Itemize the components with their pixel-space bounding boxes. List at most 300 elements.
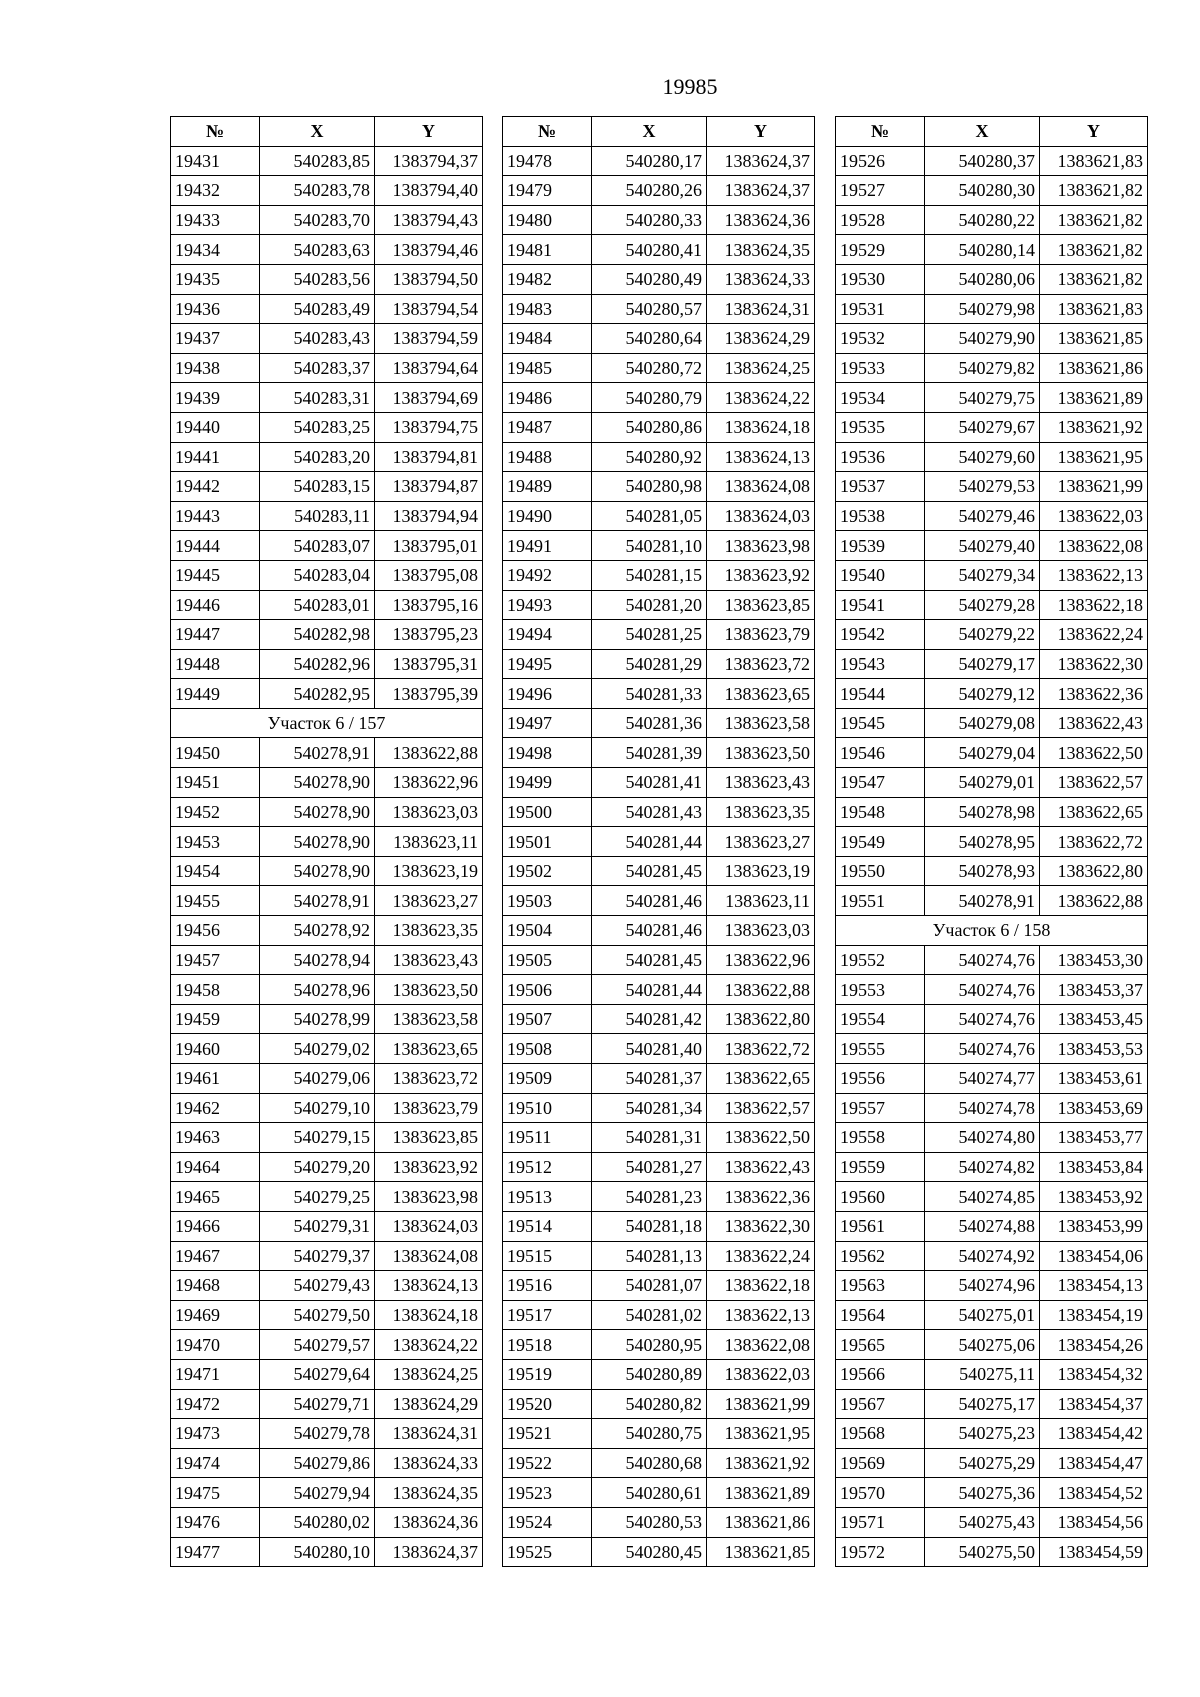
point-number-cell: 19443 bbox=[171, 501, 260, 531]
y-coordinate-cell: 1383623,65 bbox=[707, 679, 815, 709]
table-row bbox=[171, 649, 483, 679]
point-number-cell: 19552 bbox=[836, 945, 925, 975]
point-number-cell: 19498 bbox=[503, 738, 592, 768]
x-coordinate-cell: 540279,60 bbox=[925, 442, 1040, 472]
point-number-cell: 19532 bbox=[836, 324, 925, 354]
table-row bbox=[171, 1359, 483, 1389]
table-row bbox=[171, 324, 483, 354]
table-row bbox=[836, 205, 1148, 235]
point-number-cell: 19531 bbox=[836, 294, 925, 324]
x-coordinate-cell: 540279,50 bbox=[260, 1300, 375, 1330]
y-coordinate-cell: 1383622,24 bbox=[707, 1241, 815, 1271]
table-row bbox=[836, 679, 1148, 709]
y-coordinate-cell: 1383623,19 bbox=[375, 856, 483, 886]
table-row bbox=[836, 1093, 1148, 1123]
y-coordinate-cell: 1383624,33 bbox=[375, 1448, 483, 1478]
x-coordinate-cell: 540279,01 bbox=[925, 768, 1040, 798]
table-row bbox=[171, 945, 483, 975]
table-row bbox=[171, 1389, 483, 1419]
x-coordinate-cell: 540281,07 bbox=[592, 1271, 707, 1301]
table-row bbox=[503, 1271, 815, 1301]
point-number-cell: 19572 bbox=[836, 1537, 925, 1567]
table-row bbox=[503, 560, 815, 590]
table-row bbox=[836, 1271, 1148, 1301]
table-row bbox=[503, 679, 815, 709]
header-row bbox=[171, 117, 483, 147]
y-coordinate-cell: 1383622,57 bbox=[707, 1093, 815, 1123]
x-coordinate-cell: 540280,68 bbox=[592, 1448, 707, 1478]
table-row bbox=[503, 708, 815, 738]
x-coordinate-cell: 540279,08 bbox=[925, 708, 1040, 738]
x-coordinate-cell: 540280,45 bbox=[592, 1537, 707, 1567]
x-coordinate-cell: 540281,37 bbox=[592, 1064, 707, 1094]
point-number-cell: 19434 bbox=[171, 235, 260, 265]
x-coordinate-cell: 540281,43 bbox=[592, 797, 707, 827]
y-coordinate-cell: 1383621,85 bbox=[1040, 324, 1148, 354]
x-coordinate-cell: 540281,13 bbox=[592, 1241, 707, 1271]
y-coordinate-cell: 1383622,24 bbox=[1040, 620, 1148, 650]
point-number-cell: 19479 bbox=[503, 176, 592, 206]
point-number-cell: 19476 bbox=[171, 1507, 260, 1537]
y-coordinate-cell: 1383453,99 bbox=[1040, 1211, 1148, 1241]
y-coordinate-cell: 1383454,52 bbox=[1040, 1478, 1148, 1508]
point-number-cell: 19446 bbox=[171, 590, 260, 620]
table-row bbox=[836, 1448, 1148, 1478]
table-row bbox=[836, 1004, 1148, 1034]
x-coordinate-cell: 540280,75 bbox=[592, 1419, 707, 1449]
point-number-cell: 19563 bbox=[836, 1271, 925, 1301]
x-coordinate-cell: 540275,06 bbox=[925, 1330, 1040, 1360]
point-number-cell: 19564 bbox=[836, 1300, 925, 1330]
y-coordinate-cell: 1383622,96 bbox=[707, 945, 815, 975]
point-number-cell: 19519 bbox=[503, 1359, 592, 1389]
x-coordinate-cell: 540279,31 bbox=[260, 1211, 375, 1241]
x-coordinate-cell: 540281,45 bbox=[592, 945, 707, 975]
y-coordinate-cell: 1383622,88 bbox=[707, 975, 815, 1005]
table-row bbox=[171, 827, 483, 857]
y-coordinate-cell: 1383624,18 bbox=[375, 1300, 483, 1330]
x-coordinate-cell: 540282,95 bbox=[260, 679, 375, 709]
y-coordinate-cell: 1383622,30 bbox=[1040, 649, 1148, 679]
y-coordinate-cell: 1383795,01 bbox=[375, 531, 483, 561]
x-coordinate-cell: 540283,31 bbox=[260, 383, 375, 413]
y-coordinate-cell: 1383621,89 bbox=[707, 1478, 815, 1508]
point-number-cell: 19553 bbox=[836, 975, 925, 1005]
x-coordinate-cell: 540283,49 bbox=[260, 294, 375, 324]
table-row bbox=[503, 916, 815, 946]
y-coordinate-cell: 1383622,80 bbox=[1040, 856, 1148, 886]
point-number-cell: 19556 bbox=[836, 1064, 925, 1094]
y-coordinate-cell: 1383622,72 bbox=[1040, 827, 1148, 857]
x-coordinate-cell: 540283,25 bbox=[260, 412, 375, 442]
x-coordinate-cell: 540283,43 bbox=[260, 324, 375, 354]
table-row bbox=[503, 205, 815, 235]
x-coordinate-cell: 540283,11 bbox=[260, 501, 375, 531]
x-coordinate-cell: 540279,98 bbox=[925, 294, 1040, 324]
y-coordinate-cell: 1383623,27 bbox=[707, 827, 815, 857]
y-coordinate-cell: 1383794,46 bbox=[375, 235, 483, 265]
y-coordinate-cell: 1383454,37 bbox=[1040, 1389, 1148, 1419]
table-row bbox=[836, 1478, 1148, 1508]
table-row bbox=[503, 1182, 815, 1212]
table-row bbox=[171, 501, 483, 531]
point-number-cell: 19565 bbox=[836, 1330, 925, 1360]
y-coordinate-cell: 1383622,18 bbox=[707, 1271, 815, 1301]
table-row bbox=[836, 412, 1148, 442]
point-number-cell: 19503 bbox=[503, 886, 592, 916]
table-row bbox=[836, 1152, 1148, 1182]
point-number-cell: 19488 bbox=[503, 442, 592, 472]
x-coordinate-cell: 540280,41 bbox=[592, 235, 707, 265]
point-number-cell: 19471 bbox=[171, 1359, 260, 1389]
table-row bbox=[836, 856, 1148, 886]
point-number-cell: 19464 bbox=[171, 1152, 260, 1182]
x-coordinate-cell: 540281,23 bbox=[592, 1182, 707, 1212]
point-number-cell: 19514 bbox=[503, 1211, 592, 1241]
point-number-cell: 19440 bbox=[171, 412, 260, 442]
y-coordinate-cell: 1383622,03 bbox=[1040, 501, 1148, 531]
table-row bbox=[171, 590, 483, 620]
y-coordinate-cell: 1383623,72 bbox=[707, 649, 815, 679]
x-coordinate-cell: 540280,10 bbox=[260, 1537, 375, 1567]
y-coordinate-cell: 1383624,37 bbox=[375, 1537, 483, 1567]
y-coordinate-cell: 1383623,92 bbox=[375, 1152, 483, 1182]
x-coordinate-cell: 540280,72 bbox=[592, 353, 707, 383]
point-number-cell: 19557 bbox=[836, 1093, 925, 1123]
y-coordinate-cell: 1383794,69 bbox=[375, 383, 483, 413]
point-number-cell: 19438 bbox=[171, 353, 260, 383]
y-coordinate-cell: 1383622,88 bbox=[1040, 886, 1148, 916]
point-number-cell: 19450 bbox=[171, 738, 260, 768]
point-number-cell: 19516 bbox=[503, 1271, 592, 1301]
x-coordinate-cell: 540279,10 bbox=[260, 1093, 375, 1123]
table-row bbox=[836, 1241, 1148, 1271]
y-coordinate-cell: 1383621,95 bbox=[1040, 442, 1148, 472]
x-coordinate-cell: 540279,17 bbox=[925, 649, 1040, 679]
x-coordinate-cell: 540275,17 bbox=[925, 1389, 1040, 1419]
point-number-cell: 19433 bbox=[171, 205, 260, 235]
table-row bbox=[503, 1507, 815, 1537]
table-row bbox=[836, 1064, 1148, 1094]
table-row bbox=[171, 1478, 483, 1508]
table-row bbox=[171, 560, 483, 590]
point-number-cell: 19458 bbox=[171, 975, 260, 1005]
table-row bbox=[836, 1507, 1148, 1537]
table-row bbox=[836, 472, 1148, 502]
y-coordinate-cell: 1383623,92 bbox=[707, 560, 815, 590]
table-row bbox=[836, 590, 1148, 620]
y-coordinate-cell: 1383794,54 bbox=[375, 294, 483, 324]
point-number-cell: 19486 bbox=[503, 383, 592, 413]
point-number-cell: 19521 bbox=[503, 1419, 592, 1449]
x-coordinate-cell: 540274,76 bbox=[925, 945, 1040, 975]
x-coordinate-cell: 540283,07 bbox=[260, 531, 375, 561]
y-coordinate-cell: 1383623,50 bbox=[707, 738, 815, 768]
point-number-cell: 19539 bbox=[836, 531, 925, 561]
table-row bbox=[171, 146, 483, 176]
x-coordinate-cell: 540279,34 bbox=[925, 560, 1040, 590]
point-number-cell: 19534 bbox=[836, 383, 925, 413]
column-header-number: № bbox=[836, 117, 925, 147]
table-row bbox=[171, 738, 483, 768]
page-number: 19985 bbox=[662, 74, 718, 99]
x-coordinate-cell: 540281,34 bbox=[592, 1093, 707, 1123]
point-number-cell: 19492 bbox=[503, 560, 592, 590]
point-number-cell: 19571 bbox=[836, 1507, 925, 1537]
point-number-cell: 19567 bbox=[836, 1389, 925, 1419]
x-coordinate-cell: 540279,40 bbox=[925, 531, 1040, 561]
table-row bbox=[503, 1034, 815, 1064]
point-number-cell: 19544 bbox=[836, 679, 925, 709]
point-number-cell: 19512 bbox=[503, 1152, 592, 1182]
column-header-number: № bbox=[171, 117, 260, 147]
point-number-cell: 19561 bbox=[836, 1211, 925, 1241]
y-coordinate-cell: 1383795,23 bbox=[375, 620, 483, 650]
x-coordinate-cell: 540281,46 bbox=[592, 916, 707, 946]
y-coordinate-cell: 1383623,03 bbox=[707, 916, 815, 946]
x-coordinate-cell: 540281,10 bbox=[592, 531, 707, 561]
table-row bbox=[836, 383, 1148, 413]
x-coordinate-cell: 540279,15 bbox=[260, 1123, 375, 1153]
table-row bbox=[171, 1064, 483, 1094]
x-coordinate-cell: 540279,46 bbox=[925, 501, 1040, 531]
point-number-cell: 19451 bbox=[171, 768, 260, 798]
point-number-cell: 19536 bbox=[836, 442, 925, 472]
x-coordinate-cell: 540278,93 bbox=[925, 856, 1040, 886]
y-coordinate-cell: 1383624,36 bbox=[707, 205, 815, 235]
point-number-cell: 19537 bbox=[836, 472, 925, 502]
x-coordinate-cell: 540274,92 bbox=[925, 1241, 1040, 1271]
x-coordinate-cell: 540281,36 bbox=[592, 708, 707, 738]
y-coordinate-cell: 1383623,85 bbox=[707, 590, 815, 620]
x-coordinate-cell: 540283,78 bbox=[260, 176, 375, 206]
x-coordinate-cell: 540282,96 bbox=[260, 649, 375, 679]
x-coordinate-cell: 540281,41 bbox=[592, 768, 707, 798]
column-header-x: X bbox=[592, 117, 707, 147]
point-number-cell: 19436 bbox=[171, 294, 260, 324]
table-row bbox=[171, 1330, 483, 1360]
point-number-cell: 19555 bbox=[836, 1034, 925, 1064]
table-row bbox=[836, 1389, 1148, 1419]
point-number-cell: 19533 bbox=[836, 353, 925, 383]
table-row bbox=[503, 856, 815, 886]
y-coordinate-cell: 1383624,31 bbox=[375, 1419, 483, 1449]
point-number-cell: 19444 bbox=[171, 531, 260, 561]
y-coordinate-cell: 1383621,99 bbox=[707, 1389, 815, 1419]
x-coordinate-cell: 540283,15 bbox=[260, 472, 375, 502]
table-row bbox=[836, 768, 1148, 798]
table-row bbox=[171, 916, 483, 946]
point-number-cell: 19554 bbox=[836, 1004, 925, 1034]
table-row bbox=[171, 1507, 483, 1537]
y-coordinate-cell: 1383624,18 bbox=[707, 412, 815, 442]
y-coordinate-cell: 1383454,13 bbox=[1040, 1271, 1148, 1301]
y-coordinate-cell: 1383795,08 bbox=[375, 560, 483, 590]
y-coordinate-cell: 1383622,13 bbox=[707, 1300, 815, 1330]
y-coordinate-cell: 1383624,29 bbox=[707, 324, 815, 354]
y-coordinate-cell: 1383622,08 bbox=[707, 1330, 815, 1360]
point-number-cell: 19546 bbox=[836, 738, 925, 768]
y-coordinate-cell: 1383453,92 bbox=[1040, 1182, 1148, 1212]
y-coordinate-cell: 1383624,31 bbox=[707, 294, 815, 324]
point-number-cell: 19513 bbox=[503, 1182, 592, 1212]
column-header-x: X bbox=[260, 117, 375, 147]
table-row bbox=[836, 294, 1148, 324]
y-coordinate-cell: 1383623,19 bbox=[707, 856, 815, 886]
table-row bbox=[836, 264, 1148, 294]
y-coordinate-cell: 1383622,72 bbox=[707, 1034, 815, 1064]
x-coordinate-cell: 540283,04 bbox=[260, 560, 375, 590]
x-coordinate-cell: 540281,42 bbox=[592, 1004, 707, 1034]
point-number-cell: 19569 bbox=[836, 1448, 925, 1478]
x-coordinate-cell: 540280,79 bbox=[592, 383, 707, 413]
point-number-cell: 19445 bbox=[171, 560, 260, 590]
x-coordinate-cell: 540279,67 bbox=[925, 412, 1040, 442]
x-coordinate-cell: 540278,90 bbox=[260, 827, 375, 857]
table-row bbox=[171, 1300, 483, 1330]
x-coordinate-cell: 540274,77 bbox=[925, 1064, 1040, 1094]
point-number-cell: 19545 bbox=[836, 708, 925, 738]
y-coordinate-cell: 1383623,43 bbox=[375, 945, 483, 975]
x-coordinate-cell: 540279,71 bbox=[260, 1389, 375, 1419]
table-row bbox=[836, 353, 1148, 383]
x-coordinate-cell: 540283,70 bbox=[260, 205, 375, 235]
table-row bbox=[836, 1211, 1148, 1241]
header-row bbox=[503, 117, 815, 147]
point-number-cell: 19570 bbox=[836, 1478, 925, 1508]
table-row bbox=[836, 235, 1148, 265]
table-row bbox=[836, 1419, 1148, 1449]
column-header-number: № bbox=[503, 117, 592, 147]
y-coordinate-cell: 1383454,19 bbox=[1040, 1300, 1148, 1330]
y-coordinate-cell: 1383624,33 bbox=[707, 264, 815, 294]
table-row bbox=[503, 738, 815, 768]
y-coordinate-cell: 1383622,08 bbox=[1040, 531, 1148, 561]
table-row bbox=[503, 472, 815, 502]
table-row bbox=[171, 975, 483, 1005]
point-number-cell: 19535 bbox=[836, 412, 925, 442]
x-coordinate-cell: 540278,92 bbox=[260, 916, 375, 946]
table-row bbox=[503, 945, 815, 975]
x-coordinate-cell: 540274,78 bbox=[925, 1093, 1040, 1123]
y-coordinate-cell: 1383621,92 bbox=[1040, 412, 1148, 442]
y-coordinate-cell: 1383624,22 bbox=[707, 383, 815, 413]
table-row bbox=[503, 620, 815, 650]
point-number-cell: 19508 bbox=[503, 1034, 592, 1064]
table-row bbox=[503, 294, 815, 324]
x-coordinate-cell: 540280,49 bbox=[592, 264, 707, 294]
point-number-cell: 19468 bbox=[171, 1271, 260, 1301]
y-coordinate-cell: 1383622,36 bbox=[707, 1182, 815, 1212]
x-coordinate-cell: 540280,33 bbox=[592, 205, 707, 235]
point-number-cell: 19466 bbox=[171, 1211, 260, 1241]
x-coordinate-cell: 540281,40 bbox=[592, 1034, 707, 1064]
point-number-cell: 19543 bbox=[836, 649, 925, 679]
table-row bbox=[836, 1123, 1148, 1153]
x-coordinate-cell: 540279,64 bbox=[260, 1359, 375, 1389]
y-coordinate-cell: 1383621,82 bbox=[1040, 235, 1148, 265]
x-coordinate-cell: 540281,20 bbox=[592, 590, 707, 620]
y-coordinate-cell: 1383623,58 bbox=[375, 1004, 483, 1034]
point-number-cell: 19454 bbox=[171, 856, 260, 886]
y-coordinate-cell: 1383623,35 bbox=[375, 916, 483, 946]
point-number-cell: 19526 bbox=[836, 146, 925, 176]
table-row bbox=[503, 176, 815, 206]
table-row bbox=[836, 1034, 1148, 1064]
x-coordinate-cell: 540280,89 bbox=[592, 1359, 707, 1389]
table-row bbox=[171, 531, 483, 561]
point-number-cell: 19473 bbox=[171, 1419, 260, 1449]
table-row bbox=[836, 975, 1148, 1005]
table-row bbox=[171, 383, 483, 413]
table-row bbox=[503, 383, 815, 413]
y-coordinate-cell: 1383795,39 bbox=[375, 679, 483, 709]
y-coordinate-cell: 1383453,69 bbox=[1040, 1093, 1148, 1123]
x-coordinate-cell: 540280,14 bbox=[925, 235, 1040, 265]
y-coordinate-cell: 1383794,37 bbox=[375, 146, 483, 176]
x-coordinate-cell: 540279,82 bbox=[925, 353, 1040, 383]
table-row bbox=[503, 531, 815, 561]
table-row bbox=[171, 1448, 483, 1478]
x-coordinate-cell: 540281,29 bbox=[592, 649, 707, 679]
y-coordinate-cell: 1383624,03 bbox=[707, 501, 815, 531]
table-row bbox=[836, 708, 1148, 738]
table-row bbox=[503, 797, 815, 827]
table-row bbox=[503, 1241, 815, 1271]
y-coordinate-cell: 1383454,56 bbox=[1040, 1507, 1148, 1537]
point-number-cell: 19441 bbox=[171, 442, 260, 472]
x-coordinate-cell: 540279,20 bbox=[260, 1152, 375, 1182]
point-number-cell: 19505 bbox=[503, 945, 592, 975]
point-number-cell: 19491 bbox=[503, 531, 592, 561]
table-row bbox=[171, 1093, 483, 1123]
y-coordinate-cell: 1383621,89 bbox=[1040, 383, 1148, 413]
table-row bbox=[836, 620, 1148, 650]
x-coordinate-cell: 540279,94 bbox=[260, 1478, 375, 1508]
table-row bbox=[503, 1389, 815, 1419]
x-coordinate-cell: 540275,23 bbox=[925, 1419, 1040, 1449]
table-row bbox=[503, 1330, 815, 1360]
x-coordinate-cell: 540274,80 bbox=[925, 1123, 1040, 1153]
x-coordinate-cell: 540280,22 bbox=[925, 205, 1040, 235]
y-coordinate-cell: 1383621,92 bbox=[707, 1448, 815, 1478]
point-number-cell: 19542 bbox=[836, 620, 925, 650]
table-row bbox=[836, 501, 1148, 531]
table-row bbox=[171, 412, 483, 442]
coordinates-table-3 bbox=[835, 116, 1148, 1567]
table-row bbox=[836, 1330, 1148, 1360]
y-coordinate-cell: 1383453,45 bbox=[1040, 1004, 1148, 1034]
table-row bbox=[836, 1182, 1148, 1212]
table-row bbox=[171, 1034, 483, 1064]
point-number-cell: 19501 bbox=[503, 827, 592, 857]
x-coordinate-cell: 540280,86 bbox=[592, 412, 707, 442]
y-coordinate-cell: 1383624,29 bbox=[375, 1389, 483, 1419]
point-number-cell: 19484 bbox=[503, 324, 592, 354]
point-number-cell: 19522 bbox=[503, 1448, 592, 1478]
point-number-cell: 19439 bbox=[171, 383, 260, 413]
y-coordinate-cell: 1383621,95 bbox=[707, 1419, 815, 1449]
x-coordinate-cell: 540279,75 bbox=[925, 383, 1040, 413]
y-coordinate-cell: 1383622,65 bbox=[707, 1064, 815, 1094]
point-number-cell: 19509 bbox=[503, 1064, 592, 1094]
point-number-cell: 19497 bbox=[503, 708, 592, 738]
x-coordinate-cell: 540281,02 bbox=[592, 1300, 707, 1330]
point-number-cell: 19474 bbox=[171, 1448, 260, 1478]
x-coordinate-cell: 540281,15 bbox=[592, 560, 707, 590]
x-coordinate-cell: 540278,90 bbox=[260, 768, 375, 798]
x-coordinate-cell: 540281,33 bbox=[592, 679, 707, 709]
